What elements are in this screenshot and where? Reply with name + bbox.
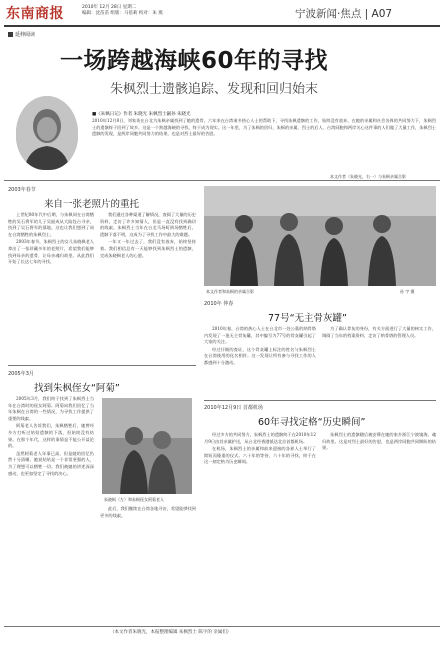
subheadline: 朱枫烈士遗骸追踪、发现和回归始末 — [110, 82, 319, 97]
divider — [204, 400, 436, 401]
paragraph: 此后，我们继续在台湾各地寻访，希望能够找到更多的线索。 — [100, 506, 196, 518]
paragraph: 我们通过各种渠道了解情况，查阅了大量的历史资料，走访了许多知情人，但是一直没有找到确切的线索。朱枫烈士当年在台北马场町刑场牺牲后，遗骸下落不明，这成为了寻找工作中最大的难题。 — [100, 212, 196, 237]
paragraph: 2010年春，台湾的热心人士在台北市一处公墓的纳骨塔内发现了一批无主骨灰罐，其中编号为77号的骨灰罐引起了大家的关注。 — [204, 326, 316, 345]
paragraph: 在机场，朱枫烈士的亲属和前来迎接的各界人士举行了简短而隆重的仪式。六十年的等待，六十年的寻找，终于在这一刻定格为历史瞬间。 — [204, 446, 316, 465]
paragraph: 一年又一年过去了，我们没有放弃，始终坚持着。我们相信总有一天能够找到朱枫烈士的遗骸，完成朱晓枫老人的心愿。 — [100, 239, 196, 258]
paragraph: 阿菊老人告诉我们，朱枫牺牲后，她曾经多方打听过姑姑遗骸的下落，但始终没有结果。在那个年代，这样的事情是不能公开谈论的。 — [8, 423, 94, 449]
old-photo-figures — [102, 398, 192, 494]
paragraph: 2005年3月，我们终于找到了朱枫烈士当年在台湾时的侄女阿菊。阿菊向我们回忆了当年朱枫在台湾的一些情况，为寻找工作提供了重要的线索。 — [8, 396, 94, 421]
square-bullet-icon — [8, 32, 13, 37]
section-title: 宁波新闻·焦点 | A07 — [295, 8, 393, 20]
group-photo-caption: 本文作者和朱枫的亲属合影 — [206, 289, 254, 294]
old-photo — [102, 398, 192, 494]
photo-credit-top: 本文作者（朱晓光，右一）与朱枫亲属合影 — [330, 174, 406, 179]
heading-2010-spring: 77号“无主骨灰罐” — [268, 313, 347, 324]
paragraph: 经过仔细的查证，这个骨灰罐上标注的姓名与朱枫烈士在台湾使用的化名相符。这一发现让所有参与寻找工作的人都感到十分激动。 — [204, 346, 316, 365]
date-2005: 2005年3月 — [8, 371, 34, 377]
masthead — [0, 0, 443, 26]
group-photo-figures — [204, 186, 436, 286]
article-2010-col1 — [204, 326, 316, 396]
paragraph: 上世纪80年代中后期，与朱枫同在台湾牺牲的吴石将军的儿子吴韶成从大陆赴台寻亲，找到了吴石将军的墓地。这也让我们想到了同在台湾牺牲的朱枫烈士。 — [8, 212, 94, 237]
heading-2010-airport: 60年寻找定格“历史瞬间” — [258, 417, 366, 428]
divider — [8, 365, 196, 366]
tag-label: 延伸阅读 — [15, 32, 36, 38]
issue-date-line: 2010年 12月 28日 星期二 — [82, 5, 137, 10]
lead-paragraph: 2010年12月8日，刘家英在台北为朱枫亲属找到了她的遗骨。六年来在台湾诸多热心人士的帮助下，寻找朱枫遗骸的工作，始终没有放弃。在她的亲属和社会各界的共同努力下，朱枫烈士的遗骸终于回到了故乡。这是一个跨越海峡的寻找，终于成为现实。这一年里，为了朱枫的回归，朱枫的亲属、烈士的后人、台湾同胞和两岸关心这件事的人们做了大量工作，朱枫烈士遗骸的发现，是两岸同胞共同努力的结果，也是对烈士最好的告慰。 — [92, 118, 436, 137]
paragraph: 2003年春节，朱枫烈士的女儿朱晓枫老人拿出了一张珍藏多年的老照片，希望我们能够找到母亲的遗骨，让母亲魂归故里。从此我们开始了长达七年的寻找。 — [8, 239, 94, 265]
article-2005-col2 — [100, 506, 196, 622]
group-photo — [204, 186, 436, 286]
date-2010-airport: 2010年12月9日 首都机场 — [204, 405, 263, 411]
footer-note: （本文作者朱晓光，本报整理编辑 朱枫烈士 陈宇的 亲属们） — [110, 630, 232, 635]
article-2003-col2 — [100, 212, 196, 362]
editor-credits: 编辑：沈苗苗 组版：马蓓莉 校对：朱 燕 — [82, 11, 163, 16]
article-2010b-col2 — [322, 432, 436, 622]
footer-rule — [4, 626, 440, 627]
paragraph: 经过多方的共同努力，朱枫烈士的遗骸终于在2010年12月9日由其亲属护送，从台北经香港抵达北京首都机场。 — [204, 432, 316, 444]
section-tag — [8, 31, 35, 38]
masthead-rule — [4, 25, 440, 27]
heading-2003: 来自一张老照片的重托 — [44, 199, 140, 210]
byline: ■《朱枫日记》作者 朱晓光 朱枫烈士嗣孙 朱晓光 — [92, 112, 191, 117]
portrait-figure — [16, 96, 78, 170]
article-2003-col1 — [8, 212, 94, 362]
date-2010-spring: 2010年 仲春 — [204, 301, 234, 307]
paragraph: 朱枫烈士的遗骸随后被安葬在她的家乡浙江宁波镇海，魂归故里。这是对烈士最好的告慰，也是两岸同胞共同期盼的结果。 — [322, 432, 436, 451]
date-2003: 2003年春节 — [8, 187, 36, 193]
heading-2005: 找到朱枫侄女“阿菊” — [34, 383, 120, 394]
newspaper-brand: 东南商报 — [6, 6, 64, 22]
paragraph: 为了确认骨灰的身份，有关方面进行了大量的核实工作，调阅了当年的档案资料，走访了纳骨塔的管理人员。 — [322, 326, 436, 338]
article-2005-col1 — [8, 396, 94, 622]
group-photo-credit: 孙 宇 摄 — [400, 289, 415, 294]
old-photo-caption: 朱晓枫（左）和朱枫侄女阿菊老人 — [104, 497, 164, 502]
article-2010b-col1 — [204, 432, 316, 622]
article-2010-col2 — [322, 326, 436, 396]
portrait-photo — [16, 96, 78, 170]
divider — [4, 180, 440, 181]
paragraph: 虽然阿菊老人年事已高，但是她的回忆仍然十分清晰。她说姑姑是一个非常坚强的人，为了理想可以牺牲一切。我们被她的讲述深深感动，也更加坚定了寻找的决心。 — [8, 450, 94, 476]
headline: 一场跨越海峡60年的寻找 — [60, 48, 329, 74]
